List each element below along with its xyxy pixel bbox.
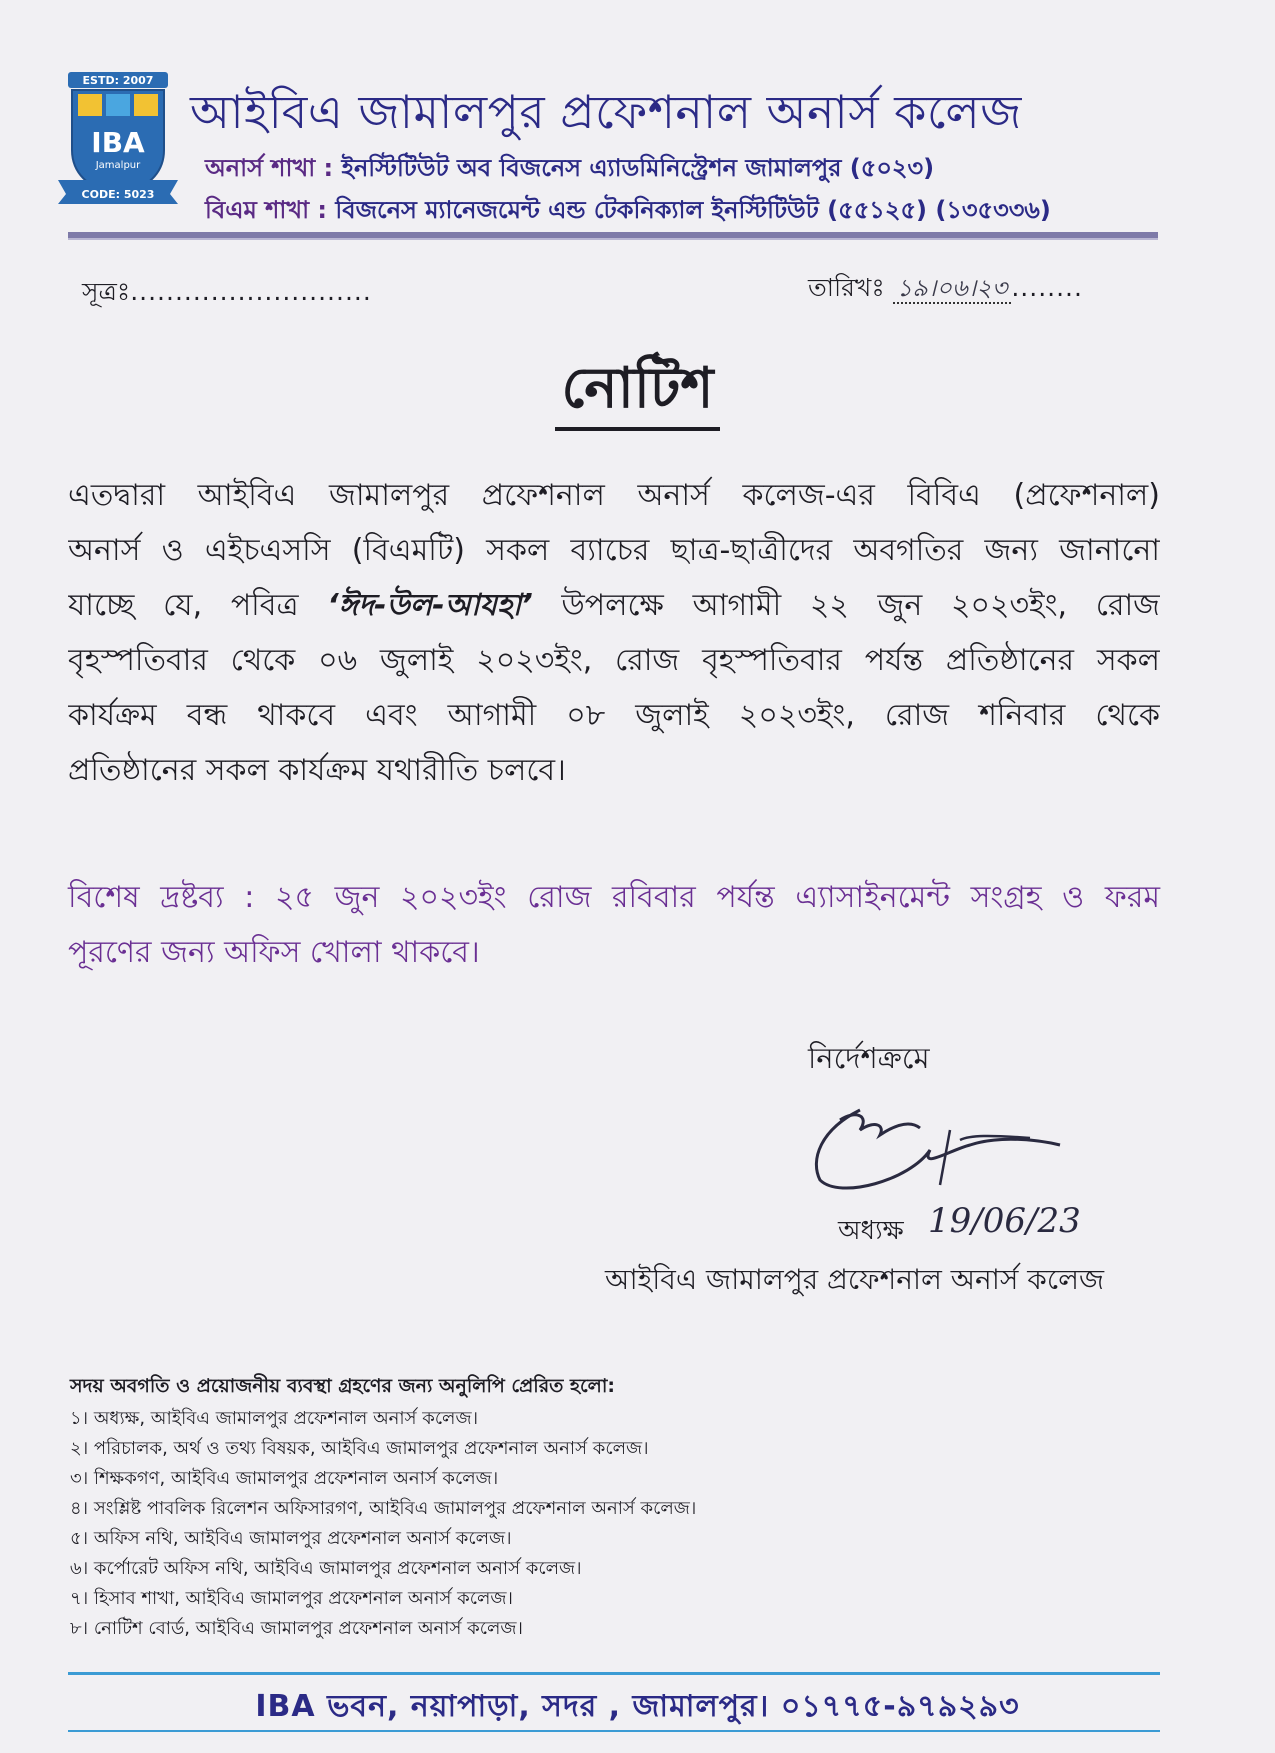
body-line-5: কার্যক্রম বন্ধ থাকবে এবং আগামী ০৮ জুলাই ২০২৩ইং, রোজ শনিবার থেকে xyxy=(68,698,1160,733)
footer-address xyxy=(0,1682,1275,1733)
copies-heading: সদয় অবগতি ও প্রয়োজনীয় ব্যবস্থা গ্রহণের জন্য অনুলিপি প্রেরিত হলো: xyxy=(70,1375,615,1397)
copies-item: ১। অধ্যক্ষ, আইবিএ জামালপুর প্রফেশনাল অনার্স কলেজ। xyxy=(70,1408,479,1429)
date-label: তারিখঃ xyxy=(808,273,885,302)
footer-divider-top xyxy=(68,1672,1160,1675)
body-line-4: বৃহস্পতিবার থেকে ০৬ জুলাই ২০২৩ইং, রোজ বৃহস্পতিবার পর্যন্ত প্রতিষ্ঠানের সকল xyxy=(68,643,1160,678)
copies-item: ৫। অফিস নথি, আইবিএ জামালপুর প্রফেশনাল অনার্স কলেজ। xyxy=(70,1528,512,1549)
reference-line xyxy=(82,272,372,315)
footer-iba: IBA xyxy=(255,1689,316,1724)
college-logo xyxy=(58,72,178,207)
by-order-text: নির্দেশক্রমে xyxy=(808,1041,930,1075)
reference-label: সূত্রঃ xyxy=(82,277,131,306)
bm-branch-label: বিএম শাখা : xyxy=(205,196,327,224)
signature-college: আইবিএ জামালপুর প্রফেশনাল অনার্স কলেজ xyxy=(605,1263,1105,1296)
body-line-3a: যাচ্ছে যে, পবিত্র xyxy=(68,588,299,623)
copies-item: ৪। সংশ্লিষ্ট পাবলিক রিলেশন অফিসারগণ, আইবিএ জামালপুর প্রফেশনাল অনার্স কলেজ। xyxy=(70,1498,697,1519)
header-divider xyxy=(68,232,1158,240)
copies-item: ৬। কর্পোরেট অফিস নথি, আইবিএ জামালপুর প্রফেশনাল অনার্স কলেজ। xyxy=(70,1558,582,1579)
body-line-3c: উপলক্ষে আগামী ২২ জুন ২০২৩ইং, রোজ xyxy=(561,588,1160,623)
copies-item: ৩। শিক্ষকগণ, আইবিএ জামালপুর প্রফেশনাল অনার্স কলেজ। xyxy=(70,1468,499,1489)
principal-designation: অধ্যক্ষ xyxy=(838,1216,904,1246)
copies-item: ২। পরিচালক, অর্থ ও তথ্য বিষয়ক, আইবিএ জামালপুর প্রফেশনাল অনার্স কলেজ। xyxy=(70,1438,649,1459)
reference-dots: ........................... xyxy=(130,277,372,306)
copies-item: ৭। হিসাব শাখা, আইবিএ জামালপুর প্রফেশনাল অনার্স কলেজ। xyxy=(70,1588,513,1609)
logo-established: ESTD: 2007 xyxy=(82,74,154,87)
special-note-line-1: বিশেষ দ্রষ্টব্য : ২৫ জুন ২০২৩ইং রোজ রবিবার পর্যন্ত এ্যাসাইনমেন্ট সংগ্রহ ও ফরম xyxy=(68,880,1160,915)
logo-city: Jamalpur xyxy=(95,160,141,171)
honours-branch-label: অনার্স শাখা : xyxy=(205,154,334,182)
college-name: আইবিএ জামালপুর প্রফেশনাল অনার্স কলেজ xyxy=(190,85,1022,139)
special-note xyxy=(68,870,1160,980)
logo-name: IBA xyxy=(91,126,145,159)
special-note-line-2: পূরণের জন্য অফিস খোলা থাকবে। xyxy=(68,935,480,970)
date-line xyxy=(808,268,1083,311)
copies-list xyxy=(70,1404,696,1644)
body-line-2: অনার্স ও এইচএসসি (বিএমটি) সকল ব্যাচের ছাত্র-ছাত্রীদের অবগতির জন্য জানানো xyxy=(68,533,1160,568)
body-line-6: প্রতিষ্ঠানের সকল কার্যক্রম যথারীতি চলবে। xyxy=(68,753,566,788)
honours-branch-value: ইনস্টিটিউট অব বিজনেস এ্যাডমিনিস্ট্রেশন জামালপুর (৫০২৩) xyxy=(341,154,935,182)
body-line-1: এতদ্বারা আইবিএ জামালপুর প্রফেশনাল অনার্স কলেজ-এর বিবিএ (প্রফেশনাল) xyxy=(68,478,1160,513)
body-line-3 xyxy=(68,578,1160,633)
bm-branch-value: বিজনেস ম্যানেজমেন্ট এন্ড টেকনিক্যাল ইনস্টিটিউট (৫৫১২৫) (১৩৫৩৩৬) xyxy=(335,196,1051,224)
honours-branch xyxy=(205,150,1205,190)
notice-title-text: নোটিশ xyxy=(555,356,719,431)
date-value: ১৯।০৬।২৩ xyxy=(893,274,1012,304)
date-dots: ........ xyxy=(1011,273,1083,302)
notice-body xyxy=(68,468,1160,798)
bm-branch xyxy=(205,192,1205,232)
footer-address-text: ভবন, নয়াপাড়া, সদর , জামালপুর। ০১৭৭৫-৯৭৯২৯৩ xyxy=(327,1689,1020,1724)
signature-date: 19/06/23 xyxy=(928,1201,1081,1240)
footer-divider-bottom xyxy=(68,1730,1160,1732)
notice-title xyxy=(0,345,1275,439)
logo-code: CODE: 5023 xyxy=(81,188,155,201)
copies-item: ৮। নোটিশ বোর্ড, আইবিএ জামালপুর প্রফেশনাল অনার্স কলেজ। xyxy=(70,1618,523,1639)
eid-name: ‘ঈদ-উল-আযহা’ xyxy=(327,588,533,623)
